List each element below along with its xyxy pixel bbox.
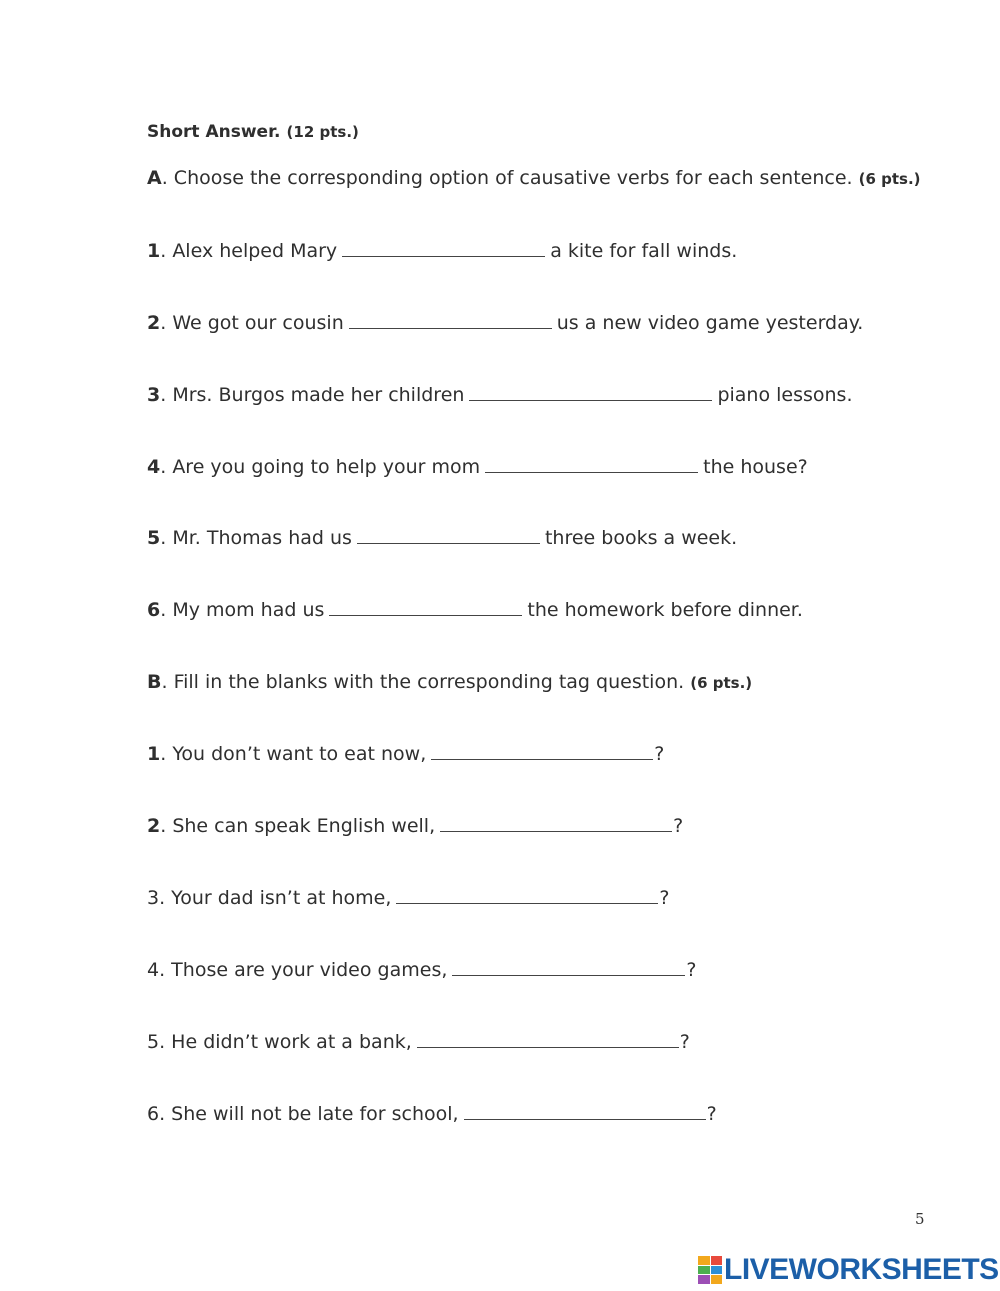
section-b-instruction — [147, 670, 752, 695]
question-text-before: . You don’t want to eat now, — [160, 743, 427, 765]
question-a2 — [147, 310, 863, 335]
question-text-after: us a new video game yesterday. — [556, 312, 864, 334]
question-a3 — [147, 382, 853, 407]
question-text-before: . Mrs. Burgos made her children — [160, 384, 465, 406]
question-text-before: . She will not be late for school, — [159, 1103, 459, 1125]
answer-blank-b6[interactable] — [464, 1101, 706, 1120]
question-text-after: a kite for fall winds. — [550, 240, 738, 262]
question-number: 1 — [147, 240, 161, 262]
blocks-icon — [698, 1256, 722, 1284]
question-text-after: ? — [679, 1031, 690, 1053]
question-b1 — [147, 741, 664, 766]
question-text-before: . My mom had us — [160, 599, 325, 621]
question-text-before: . Alex helped Mary — [160, 240, 338, 262]
question-a5 — [147, 525, 737, 550]
section-b-letter: B — [147, 671, 162, 693]
question-text-after: the homework before dinner. — [527, 599, 803, 621]
question-text-before: . Those are your video games, — [159, 959, 448, 981]
question-text-after: the house? — [703, 456, 808, 478]
section-a-points: (6 pts.) — [858, 170, 921, 188]
question-number: 2 — [147, 815, 161, 837]
answer-blank-a4[interactable] — [485, 454, 698, 473]
question-text-before: . Mr. Thomas had us — [160, 527, 352, 549]
answer-blank-b3[interactable] — [396, 885, 658, 904]
answer-blank-b5[interactable] — [417, 1029, 679, 1048]
question-text-after: ? — [654, 743, 665, 765]
question-b6 — [147, 1101, 717, 1126]
question-number: 3 — [147, 887, 160, 909]
question-number: 4 — [147, 959, 160, 981]
title-text: Short Answer. — [147, 122, 281, 142]
question-b5 — [147, 1029, 690, 1054]
question-number: 2 — [147, 312, 161, 334]
question-number: 1 — [147, 743, 161, 765]
answer-blank-a1[interactable] — [342, 238, 545, 257]
question-number: 3 — [147, 384, 161, 406]
question-b3 — [147, 885, 669, 910]
title-points: (12 pts.) — [286, 123, 359, 141]
question-b4 — [147, 957, 696, 982]
question-text-before: . Your dad isn’t at home, — [159, 887, 392, 909]
question-number: 5 — [147, 1031, 160, 1053]
section-a-instruction — [147, 166, 921, 191]
answer-blank-b2[interactable] — [440, 813, 672, 832]
answer-blank-b1[interactable] — [431, 741, 653, 760]
answer-blank-a5[interactable] — [357, 525, 540, 544]
section-a-letter: A — [147, 167, 162, 189]
question-text-after: ? — [686, 959, 697, 981]
question-text-before: . She can speak English well, — [160, 815, 436, 837]
question-a6 — [147, 597, 803, 622]
section-b-points: (6 pts.) — [690, 674, 753, 692]
answer-blank-a2[interactable] — [349, 310, 552, 329]
section-title — [147, 119, 359, 144]
answer-blank-a3[interactable] — [469, 382, 712, 401]
question-text-after: three books a week. — [544, 527, 738, 549]
question-number: 6 — [147, 1103, 160, 1125]
question-number: 6 — [147, 599, 161, 621]
question-text-after: ? — [706, 1103, 717, 1125]
answer-blank-a6[interactable] — [329, 597, 522, 616]
question-text-after: ? — [673, 815, 684, 837]
question-text-before: . We got our cousin — [160, 312, 344, 334]
question-a1 — [147, 238, 737, 263]
question-a4 — [147, 454, 808, 479]
question-number: 5 — [147, 527, 161, 549]
logo-text: LIVEWORKSHEETS — [724, 1253, 999, 1286]
question-text-after: piano lessons. — [717, 384, 853, 406]
question-text-before: . Are you going to help your mom — [160, 456, 481, 478]
question-text-before: . He didn’t work at a bank, — [159, 1031, 412, 1053]
question-text-after: ? — [659, 887, 670, 909]
page-number: 5 — [915, 1210, 925, 1228]
question-b2 — [147, 813, 683, 838]
section-b-text: . Fill in the blanks with the corresponding tag question. — [161, 671, 685, 693]
liveworksheets-logo — [698, 1255, 999, 1285]
answer-blank-b4[interactable] — [452, 957, 685, 976]
section-a-text: . Choose the corresponding option of causative verbs for each sentence. — [161, 167, 853, 189]
question-number: 4 — [147, 456, 161, 478]
